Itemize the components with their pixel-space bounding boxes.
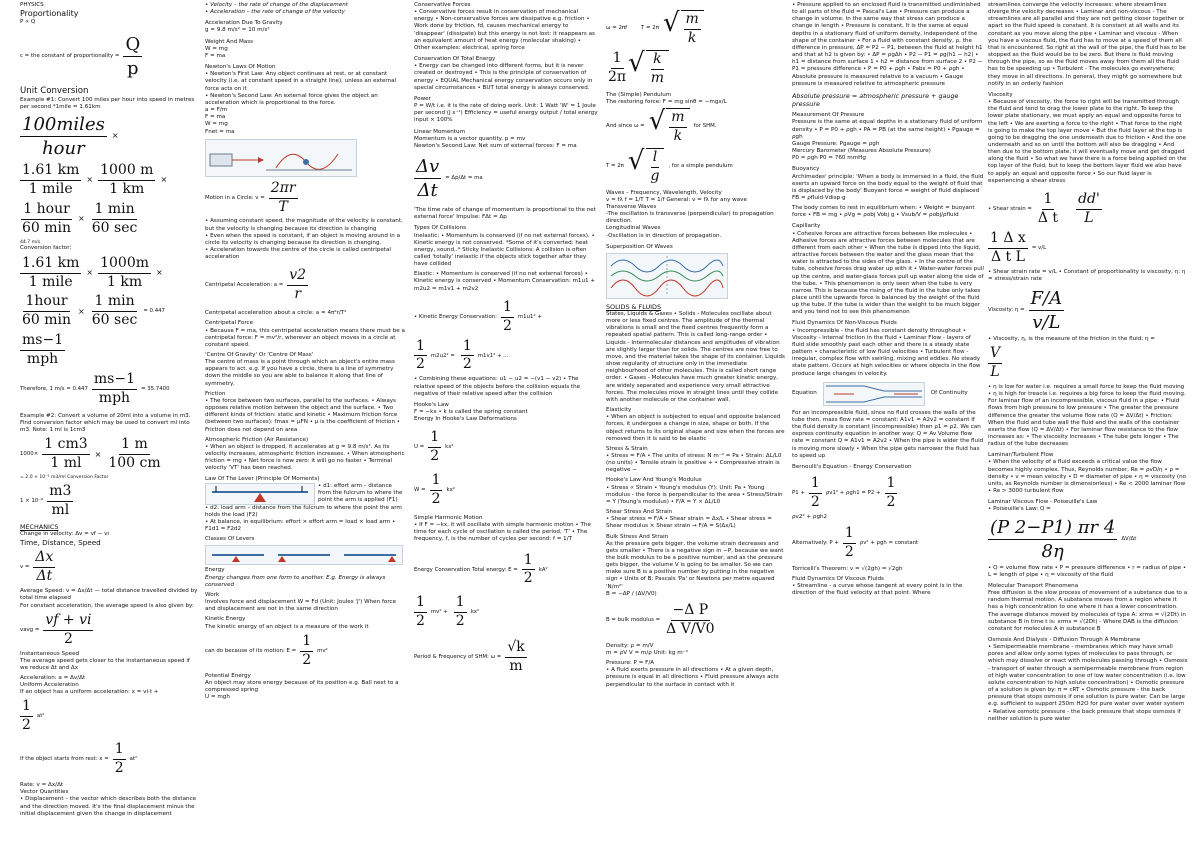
shm-text: • If F = −kx, it will oscillate with simple harmonic motion • The time for each cycle of oscillation is called the period, 'T' • The frequency, f, is the number of cycles per second: f = 1/T xyxy=(414,522,591,543)
sqrt: √ $\frac{l}{g}$ xyxy=(628,148,665,186)
measurement-pressure-text: Pressure is the same at equal depths in a stationary fluid of uniform density • P = P0 + ρgh • PA = PB (at the same height) • Pgauge = ρgh xyxy=(792,119,983,140)
viscosity-text-4: • η is low for water i.e. requires a small force to keep the fluid moving • η is high for treacle i.e. requires a big force to keep the fluid moving. For laminar flow of an incompressible, viscous fluid in a pipe: • Fluid flows from high pressure to low pressure • The greater the pressure difference the greater the volume flow rate (Q = ΔV/Δt) • Friction: When the fluid and tube wall the fluid and the walls of the container exerts the flow (Q = ΔV/Δt) • For laminar flow resistance to the flow increases as: • The viscosity increases • The tube gets longer • The radius of the tube decreases xyxy=(988,383,1186,448)
superposition-heading: Superposition Of Waves xyxy=(606,243,673,250)
conversion-row-3: $\frac{\text{1 hour}}{60 \min}$ × $\frac{1 \min}{60 \sec}$ xyxy=(22,200,138,236)
acceleration-line: Acceleration: a = Δv/Δt xyxy=(20,674,86,681)
fraction: $\frac{\text{100miles}}{\text{hour}}$ xyxy=(22,113,105,159)
continuity-diagram xyxy=(823,382,925,406)
elasticity-heading: Elasticity xyxy=(606,407,632,414)
column-4 xyxy=(606,2,786,842)
power-text: P = W/t i.e. it is the rate of doing work. Unit: 1 Watt 'W' = 1 Joule per second (J s⁻¹) Efficiency = useful energy output / total energy input × 100% xyxy=(414,103,598,124)
fraction: $\frac{\Delta x}{\Delta t}$ xyxy=(35,549,54,585)
acceleration-def: • Acceleration – the rate of change of the velocity xyxy=(205,9,345,16)
newton-second-law: Newton's Second Law: Net sum of external forces: F = ma xyxy=(414,142,577,149)
centripetal-force-text: • Because F = ma, this centripetal acceleration means there must be a centripetal force: F = mv²/r, wherever an object moves in a circle at constant speed. xyxy=(205,327,405,348)
collisions-heading: Types Of Collisions xyxy=(414,225,467,232)
linear-momentum-heading: Linear Momentum xyxy=(414,128,466,135)
lever-heading: Law Of The Lever (Principle Of Moments) xyxy=(205,475,320,482)
viscous-text: • Streamline - a curve whose tangent at every point is in the direction of the fluid velocity at that point. Where xyxy=(792,583,963,597)
viscous-heading: Fluid Dynamics Of Viscous Fluids xyxy=(792,575,884,582)
gravity-text: g = 9.8 m/s² ≈ 10 m/s² xyxy=(205,27,270,34)
therefore-row: Therefore, 1 m/s = 0.447 $\frac{ms-1}{\text{mph}}$ = 35.7400 xyxy=(20,371,170,406)
lever-classes-diagram xyxy=(205,545,403,565)
newton-diagram xyxy=(205,139,357,177)
column-3 xyxy=(414,2,598,842)
newton-first: • Newton's First Law: Any object continues at rest, or at constant velocity (i.e. at constant speed in a straight line), unless an external force acts on it xyxy=(205,71,397,92)
poiseuille-eq: $\frac{(P 2-P1) \pi r 4}{8\eta}$ ΔV/Δt xyxy=(990,516,1137,562)
mechanics-heading: MECHANICS xyxy=(20,522,59,531)
volume-row: 1000× $\frac{1 cm3}{1 ml}$ × $\frac{1 m}{100 cm}$ xyxy=(20,436,161,472)
bernoulli-tail: ρv2² + ρgh2 xyxy=(792,513,828,520)
column-6 xyxy=(988,2,1188,842)
hookes-energy-eq-1: U = $\frac{1}{2}$ kx² xyxy=(414,429,454,465)
fraction: $\frac{1}{2}$ xyxy=(416,337,425,373)
sqrt: √ $\frac{k}{m}$ xyxy=(628,50,669,88)
waves-text: v = fλ f = 1/T T = 1/f General: v = fλ for any wave xyxy=(606,196,747,203)
linear-momentum-text: Momentum is a vector quantity. p = mv xyxy=(414,135,526,142)
fraction: $\frac{1}{2\pi}$ xyxy=(608,50,627,86)
shear-heading: Shear Stress And Strain xyxy=(606,509,673,516)
column-1 xyxy=(20,2,198,842)
fraction: $\frac{k}{m}$ xyxy=(650,50,664,86)
fraction: $\frac{\text{1 Δ x}}{\text{Δ t L}}$ xyxy=(990,229,1026,265)
time-distance-speed-heading: Time, Distance, Speed xyxy=(20,538,101,548)
mercury-barometer-text: P0 = ρgh P0 = 760 mmHg xyxy=(792,155,866,162)
continuity-block xyxy=(792,382,984,406)
air-resistance-heading: Atmospheric Friction (Air Resistance) xyxy=(205,436,309,443)
bulk-text-2: B = −ΔP / (ΔV/V0) xyxy=(606,590,657,597)
momentum-equation: $\frac{\Delta v}{\Delta t}$ = Δp/Δt = ma xyxy=(416,155,483,201)
capillarity-heading: Capillarity xyxy=(792,223,821,230)
lever-classes-drawing xyxy=(206,546,402,564)
force-eq: F = ma xyxy=(205,52,226,59)
fraction: $\frac{1000m}{1 km}$ xyxy=(100,254,149,290)
waves-heading: Waves – Frequency, Wavelength, Velocity xyxy=(606,189,722,196)
stress-strain-text: • Stress = F/A • The units of stress: N m⁻² = Pa • Strain: ΔL/L0 (no units) • Tensile strain is positive + • Compressive strain is negative − xyxy=(606,452,782,474)
pendulum-heading: The (Simple) Pendulum xyxy=(606,91,672,98)
elasticity-text: • When an object is subjected to equal and opposite balanced forces, it undergoes a change in size, shape or both. If the object returns to its original shape and size when the forces are removed then it is said to be elastic xyxy=(606,414,785,442)
work-text: Involves force and displacement W = Fd (Unit: Joules 'J') When force and displacement are not in the same direction xyxy=(205,599,397,613)
fraction: $\frac{1 cm3}{1 ml}$ xyxy=(44,436,88,472)
laminar-turbulent-heading: Laminar/Turbulent Flow xyxy=(988,452,1054,459)
fraction: $\frac{1}{2}$ xyxy=(114,741,124,777)
proportionality-relation: P ∝ Q xyxy=(20,19,36,26)
example-2-text: Example #2: Convert a volume of 20ml into a volume in m3. Find conversion factor which may be used to convert ml into m3. Note: 1 ml is 1cm3 xyxy=(20,412,191,434)
average-speed: Average Speed: v = Δx/Δt — total distance travelled divided by total time elapsed xyxy=(20,588,198,602)
potential-energy-heading: Potential Energy xyxy=(205,672,251,679)
continuity-text: For an incompressible fluid, since no fluid crosses the walls of the tube then, mass flow rate = constant: A1v1 = A2v2 = constant If the fluid density is constant (incompressible) then ρ1 = ρ2. We can express continuity equation in another way: Q = Av Volume flow rate = constant Q = A1v1 = A2v2 • When the pipe is wider the fluid is moving more slowly • When the pipe gets narrower the fluid has to speed up xyxy=(792,409,984,459)
weight-eq: W = mg xyxy=(205,45,228,52)
density-heading: Density: ρ = m/V xyxy=(606,642,654,649)
work-heading: Work xyxy=(205,591,220,598)
instantaneous-heading: Instantaneous Speed xyxy=(20,650,80,657)
viscosity-text-2: • Shear strain rate = v/L • Constant of proportionality is viscosity, η: η = stress/strain rate xyxy=(988,268,1186,282)
fraction: $\frac{1 m}{100 cm}$ xyxy=(108,436,161,472)
pressure-heading: Pressure: P = F/A xyxy=(606,660,655,667)
fraction: $\frac{dd'}{L}$ xyxy=(1078,190,1100,226)
column-2 xyxy=(205,2,405,842)
viscosity-text-3: • Viscosity, η, is the measure of the friction in the fluid: η = xyxy=(988,335,1155,342)
circle-motion-equation: Motion in a Circle: v = $\frac{2\pi r}{T}$ xyxy=(205,179,296,215)
volume-factor-row: 1 × 10⁻⁶ $\frac{m3}{ml}$ xyxy=(20,483,72,518)
shm-energy-eq-2: $\frac{1}{2}$ mv² + $\frac{1}{2}$ kx² xyxy=(416,594,480,630)
shm-heading: Simple Harmonic Motion xyxy=(414,514,483,521)
torricelli: Torricelli's Theorem: v = √(2gh) = √2gh xyxy=(792,565,903,572)
circle-text-1: • Assuming constant speed, the magnitude of the velocity is constant, but the velocity is changing because its direction is changing xyxy=(205,218,403,232)
centre-gravity-heading: 'Centre Of Gravity' Or 'Centre Of Mass' xyxy=(205,352,314,358)
momentum-text: 'The time rate of change of momentum is proportional to the net external force' Impulse: FΔt = Δp xyxy=(414,207,596,221)
instantaneous-text: The average speed gets closer to the instantaneous speed if we reduce Δt and Δx xyxy=(20,657,190,671)
shm-period-eq: Period & Frequency of SHM: ω = $\frac{√k}{m}$ xyxy=(414,639,525,675)
shm-energy-eq-1: Energy Conservation Total energy: E = $\frac{1}{2}$ kA² xyxy=(414,551,548,587)
shear-text: • Shear stress = F/A • Shear strain = Δx/L • Shear stress = Shear modulus × Shear strain → F/A = S(Δx/L) xyxy=(606,516,772,530)
viscosity-eq-2 xyxy=(988,345,1188,382)
fraction: $\frac{2\pi r}{T}$ xyxy=(270,179,296,215)
friction-heading: Friction xyxy=(205,390,226,397)
longitudinal-text: -Oscillation is in direction of propagation. xyxy=(606,232,722,239)
sqrt: √ $\frac{m}{k}$ xyxy=(649,108,690,146)
transverse-text: -The oscillation is transverse (perpendicular) to propagation direction. xyxy=(606,211,774,225)
newton-eq-3: W = mg xyxy=(205,121,228,128)
continuity-label: Equation xyxy=(792,390,817,397)
transverse-heading: Transverse Waves xyxy=(606,203,657,210)
stress-strain-heading: Stress & Strain xyxy=(606,445,648,452)
fraction: $\frac{F/A}{v/L}$ xyxy=(1030,287,1063,333)
result-1: 44.7 m/s xyxy=(20,239,41,245)
fraction: $\frac{√k}{m}$ xyxy=(507,639,525,675)
friction-text: • The force between two surfaces, parallel to the surfaces. • Always opposes relative motion between the object and the surface. • Two different kinds of friction: static and kinetic • Maximum friction force (between two surfaces): fmax = μFN • μ is the coefficient of friction • Friction does not depend on area xyxy=(205,397,401,433)
column-5 xyxy=(792,2,984,842)
constant-equation xyxy=(20,33,198,80)
uniform-acc-equation: $\frac{1}{2}$ at² xyxy=(22,698,45,734)
bernoulli-heading: Bernoulli's Equation - Energy Conservation xyxy=(792,463,912,470)
fraction: $\frac{1}{2}$ xyxy=(810,474,820,510)
collisions-text: Inelastic: • Momentum is conserved (if no net external forces). • Kinetic energy is not conserved. *Some of it's converted: heat energy, sound..* Sticky Inelastic Collisions: A collision is often called 'totally' inelastic if the objects stick together after they have collided xyxy=(414,232,595,268)
conservation-energy-text: • Energy can be changed into different forms, but it is never created or destroyed • This is the principle of conservation of energy • EQUAL Mechanical energy conservation occurs only in special circumstances • BUT total energy is always conserved. xyxy=(414,63,593,91)
conservative-forces-text: • Conservative forces result in conservation of mechanical energy • Non-conservative forces are dissipative e.g. friction • Work done by friction, fd, causes mechanical energy to 'disappear' (dissipate) but this energy is not lost: it reappears as an equivalent amount of heat energy (molecular shaking) • Other examples: electrical, spring force xyxy=(414,9,595,51)
fraction: $\frac{1}{2}$ xyxy=(523,551,533,587)
unit-conversion-heading: Unit Conversion xyxy=(20,85,89,96)
circle-text-3: • Acceleration towards the centre of the circle is called centripetal acceleration xyxy=(205,247,391,261)
fraction: $\frac{ms-1}{\text{mph}}$ xyxy=(93,371,135,406)
elastic-text: Elastic: • Momentum is conserved (if no net external forces) • Kinetic energy is conserved • Momentum Conservation: m1u1 + m2u2 = m1v1 + m2v2 xyxy=(414,271,596,292)
constant-fraction: $\frac{Q}{p}$ xyxy=(125,33,141,79)
laminar-turbulent-text: • When the velocity of a fluid exceeds a critical value the flow becomes highly complex. Thus, Reynolds number, Re = ρvD/η • ρ = density • v = mean velocity • D = diameter of pipe • η = viscosity (no units, as Reynolds number is dimensionless) • Re < 2000 laminar flow • Re > 3000 turbulent flow xyxy=(988,459,1187,495)
hookes-law-text: F = −kx • k is called the spring constant xyxy=(414,409,528,415)
poiseuille-text: • Poiseuille's Law: Q = xyxy=(988,506,1051,513)
newton-eq-4: Fnet = ma xyxy=(205,128,235,135)
lever-classes-heading: Classes Of Levers xyxy=(205,536,255,543)
frequency-equation xyxy=(606,47,786,88)
mercury-barometer-heading: Mercury Barometer (Measures Absolute Pressure) xyxy=(792,148,931,155)
viscosity-text: • Because of viscosity, the force to right will be transmitted through the fluid and tend to drag the lower plate to the right. To keep the lower plate stationary, we must apply an equal and opposite force to the left • We are exerting a force to the right • That force to the right is going to make the top layer move • But the fluid layer at the top is going to be dragging the one underneath due to friction • And the one underneath and so on until the bottom will also be dragging • And then due to the bottom plate, it will eventually move and get dragged along the fluid • So what we have there is a force being applied on the top layer of the fluid, but to keep the bottom layer fluid we also have to apply an equal and opposite force • So our fluid layer is experiencing a shear stress xyxy=(988,99,1187,184)
bulk-heading: Bulk Stress And Strain xyxy=(606,533,669,540)
buoyancy-heading: Buoyancy xyxy=(792,166,820,173)
conversion-row-2: $\frac{1.61 km}{\text{1 mile}}$ × $\frac{1000 m}{1 km}$ × xyxy=(22,161,168,197)
energy-text: Energy changes from one form to another. E.g. Energy is always conserved xyxy=(205,574,386,588)
fraction: $\frac{1}{2}$ xyxy=(22,698,31,734)
velocity-def: • Velocity – the rate of change of the displacement xyxy=(205,2,348,8)
poiseuille-heading: Laminar Viscous Flow - Poiseuille's Law xyxy=(988,499,1098,506)
fraction: $\frac{ms-1}{\text{mph}}$ xyxy=(22,332,64,368)
equilibrium-text: The body comes to rest in equilibrium when: • Weight = buoyant force • FB = mg • ρVg = ρobj Vobj g • Vsub/V = ρobj/ρfluid xyxy=(792,205,975,219)
kinetic-energy-text: The kinetic energy of an object is a measure of the work it xyxy=(205,623,369,630)
pascal-text: • Pressure applied to an enclosed fluid is transmitted undiminished to all parts of the fluid = Pascal's Law • Pressure can produce a change in volume: In the same way that stress can produce a change in length • Pressure is constant, It is the same at equal depths in a stationary fluid of uniform density, independent of the shape of the container • For a fluid with constant density, ρ, the difference in pressure, ΔP = P2 − P1, between the fluid at height h1 and that at h2 is given by: • ΔP = ρgΔh • P2 − P1 = ρg(h1 − h2) • h1 = distance from surface 1 • h2 = distance from surface 2 • P2 − P1 = pressure difference • P = P0 + ρgh • Pabs = P0 + ρgh • Absolute pressure is measured relative to a vacuum • Gauge pressure is measured relative to atmospheric pressure xyxy=(792,2,983,87)
lever-drawing xyxy=(206,484,314,504)
viscosity-eq: Viscosity: η = $\frac{F/A}{v/L}$ xyxy=(988,287,1063,333)
example-1-text: Example #1: Convert 100 miles per hour into speed in metres per second *1mile = 1.61km xyxy=(20,96,195,110)
vavg-equation: vavg = $\frac{vf + vi}{2}$ xyxy=(20,611,92,647)
fraction: $\frac{\text{1hour}}{60 \min}$ xyxy=(22,293,72,329)
uniform-acc-text: If an object has a uniform acceleration: x = vi·t + xyxy=(20,689,159,696)
fraction: $\frac{\Delta v}{\Delta t}$ xyxy=(416,155,440,201)
conversion-row-1: $\frac{\text{100miles}}{\text{hour}}$ × xyxy=(22,113,119,159)
fraction: $\frac{1}{2}$ xyxy=(430,429,440,465)
power-heading: Power xyxy=(414,95,431,102)
vector-quantities-text: • Displacement – the vector which describes both the distance and the direction moved. It's the final displacement minus the initial displacement given the change in displacement xyxy=(20,796,197,817)
fraction: $\frac{v2}{r}$ xyxy=(289,267,307,303)
osmosis-text: • Semipermeable membrane - membranes which may have small pores and allow only some types of molecules to pass through, or which may dissolve or react with molecules passing through • Osmosis - transport of water through a semipermeable membrane from region of high water concentration to one of low water concentration (i.e. low solute concentration to high solute concentration) • Osmotic pressure of a solution is given by: π = cRT • Osmotic pressure - the back pressure that stops osmosis if one solution is pure water. Can be large e.g. sufficient to support 250m H2O for pure water over water system • Relative osmotic pressure - the back pressure that stops osmosis if neither solution is pure water xyxy=(988,644,1188,722)
fraction: $\frac{\text{1 hour}}{60 \min}$ xyxy=(22,200,72,236)
factor-row-2: $\frac{\text{1hour}}{60 \min}$ × $\frac{1 \min}{60 \sec}$ = 0.447 xyxy=(22,293,165,329)
air-resistance-text: • When an object is dropped, it accelerates at g = 9.8 m/s². As its velocity increases, atmospheric friction increases. • When atmospheric friction = mg • Net force is now zero: it will go no faster • Terminal velocity 'VT' has been reached. xyxy=(205,443,405,472)
superposition-drawing xyxy=(607,254,727,298)
gauge-pressure: Gauge Pressure: Pgauge = ρgh xyxy=(792,140,880,147)
fraction: $\frac{1}{2}$ xyxy=(431,472,441,508)
fraction: $\frac{1}{2}$ xyxy=(302,632,312,668)
weight-mass-heading: Weight And Mass xyxy=(205,38,254,45)
osmosis-heading: Osmosis And Dialysis - Diffusion Through A Membrane xyxy=(988,637,1141,643)
fraction: $\frac{m3}{ml}$ xyxy=(49,483,72,518)
centre-gravity-text: The centre of mass is a point through which an object's entire mass appears to act. e.g. If you have a circle, there is a line of symmetry down the middle so you are able to balance it along that line of symmetry. xyxy=(205,359,395,387)
sheet-title: PHYSICS xyxy=(20,2,44,8)
gravity-heading: Acceleration Due To Gravity xyxy=(205,20,283,27)
pendulum-text: The restoring force: F = mg sinθ = −mgx/L xyxy=(606,98,727,105)
fraction: $\frac{m}{k}$ xyxy=(671,108,685,144)
fraction: $\frac{l}{g}$ xyxy=(650,148,660,184)
potential-energy-text: An object may store energy because of its position e.g. Ball next to a compressed spring xyxy=(205,679,399,693)
rest-equation: If the object starts from rest: x = $\frac{1}{2}$ at² xyxy=(20,741,138,777)
continuity-tail: Of Continuity xyxy=(930,390,968,397)
conservation-energy-heading: Conservation Of Total Energy xyxy=(414,56,496,63)
youngs-modulus-heading: Hooke's Law And Young's Modulus xyxy=(606,477,702,484)
lever-text-3: • At balance, in equilibrium: effort × effort arm = load × load arm • F1d1 = F2d2 xyxy=(205,518,396,533)
fraction: $\frac{1000 m}{1 km}$ xyxy=(100,161,154,197)
pendulum-omega-eq: And since ω = √ $\frac{m}{k}$ for SHM. xyxy=(606,105,717,144)
fraction: $\frac{m}{k}$ xyxy=(685,11,699,46)
volume-result: = 2.0 × 10⁻⁵ m3/ml Conversion Factor xyxy=(20,475,109,481)
uniform-acc-heading: Uniform Acceleration xyxy=(20,682,79,689)
omega-equation: ω = 2πf T = 2π √ $\frac{m}{k}$ xyxy=(606,10,786,48)
shear-strain-eq: • Shear strain = $\frac{1}{\text{Δ t}}$ $\frac{dd'}{L}$ xyxy=(988,190,1100,226)
conversion-factor-label: Conversion factor: xyxy=(20,245,72,252)
kinetic-energy-heading: Kinetic Energy xyxy=(205,616,246,623)
fraction: $\frac{V}{L}$ xyxy=(990,345,1001,380)
fraction: $\frac{1}{\text{Δ t}}$ xyxy=(1037,190,1059,226)
molecular-transport-heading: Molecular Transport Phenomena xyxy=(988,582,1079,589)
centripetal-text: Centripetal acceleration about a circle: a = 4π²r/T² xyxy=(205,310,347,317)
lever-block xyxy=(205,483,405,505)
non-viscous-heading: Fluid Dynamics Of Non-Viscous Fluids xyxy=(792,320,897,327)
fraction: $\frac{(P 2-P1) \pi r 4}{8\eta}$ xyxy=(990,516,1116,562)
fraction: $\frac{1 \min}{60 \sec}$ xyxy=(91,200,138,236)
newton-eq-1: a = F/m xyxy=(205,107,228,114)
pressure-text: • A fluid exerts pressure in all directions • At a given depth, pressure is equal in all directions • Fluid pressure always acts perpendicular to the surface in contact with it xyxy=(606,667,779,688)
newton-eq-2: F = ma xyxy=(205,114,226,121)
vector-quantities-heading: Vector Quantities xyxy=(20,789,69,796)
fraction: $\frac{1.61 km}{\text{1 mile}}$ xyxy=(22,161,80,197)
hookes-energy-heading: Energy In Hooke's Law Deformations xyxy=(414,416,517,423)
fraction: $\frac{1}{2}$ xyxy=(416,594,425,630)
bernoulli-eq: P1 + $\frac{1}{2}$ ρv1² + ρgh1 = P2 + $\frac{1}{2}$ xyxy=(792,474,896,510)
sqrt: √ $\frac{m}{k}$ xyxy=(663,10,704,48)
lever-diagram xyxy=(205,483,315,505)
newton-heading: Newton's Laws Of Motion xyxy=(205,64,276,71)
non-viscous-text: • Incompressible - the fluid has constant density throughout • Viscosity - internal friction in the fluid • Laminar Flow - layers of fluid slide smoothly past each other and there is a steady state pattern • characteristic of low fluid velocities • Turbulent flow - irregular, complex flow with swirling, mixing and eddies. No steady state pattern. Occurs at high velocities or where objects in the flow produce large changes in velocity. xyxy=(792,327,981,377)
absolute-pressure-eq: Absolute pressure = atmospheric pressure + gauge pressure xyxy=(792,91,959,109)
buoyancy-text: Archimedes' principle: 'When a body is immersed in a fluid, the fluid exerts an upward force on the body equal to the weight of fluid that is displaced by the body' Buoyant force = weight of fluid displaced FB = ρfluid·Vdisp·g xyxy=(792,173,984,201)
fraction: $\frac{1}{2}$ xyxy=(462,337,472,373)
hookes-energy-eq-2: W = $\frac{1}{2}$ kx² xyxy=(414,472,455,508)
ke-conservation-1: • Kinetic Energy Conservation: $\frac{1}{2}$ m1u1² + xyxy=(414,298,542,334)
fraction: $\frac{1}{2}$ xyxy=(886,474,896,510)
rate-line: Rate: v = Δx/Δt xyxy=(20,782,64,789)
streamline-text: streamlines converge the velocity increases: where streamlines diverge the velocity decreases • Laminar and non-viscous - The streamlines are all parallel and they are not getting closer together or apart so the fluid speed is constant. It is constant at all walls and its constant as you move along the pipe • Laminar and viscous - When you have a viscous fluid, the fluid has to move at a speed of them all that is encountered. So right at the wall of the pipe, the fluid has to be stopped as the fluid would be to be zero. But there is fluid moving through the pipe, so as the fluid moves away from them all the fluid has to be speeding up • Turbulent - The molecules go everywhere; they move in all directions. In general, they might go somewhere but notify in an orderly fashion xyxy=(988,2,1186,87)
potential-energy-eq: U = mgh xyxy=(205,693,230,700)
velocity-change: Change in velocity: Δv = vf − vi xyxy=(20,531,109,538)
solids-fluids-heading: SOLIDS & FLUIDS xyxy=(606,302,662,311)
fraction: $\frac{vf + vi}{2}$ xyxy=(45,611,92,647)
fraction: $\frac{1 \min}{60 \sec}$ xyxy=(91,293,138,329)
lever-text-1: • d1: effort arm – distance from the fulcrum to where the point the arm is applied (F1) xyxy=(318,482,403,503)
fraction: $\frac{1.61 km}{\text{1 mile}}$ xyxy=(22,254,80,290)
speed-equation: v = $\frac{\Delta x}{\Delta t}$ xyxy=(20,549,54,585)
hookes-law-heading: Hooke's Law xyxy=(414,401,449,408)
fraction: $\frac{1}{2}$ xyxy=(455,594,465,630)
fraction: $\frac{\text{−Δ P}}{\text{Δ V/V0}}$ xyxy=(666,601,715,637)
shear-strain-rate-eq: $\frac{\text{1 Δ x}}{\text{Δ t L}}$ = v/L xyxy=(990,229,1047,265)
proportionality-heading: Proportionality xyxy=(20,9,79,19)
molecular-transport-text: Free diffusion is the slow process of movement of a substance due to a random thermal motion. A substance moves from a region where it has a high concentration to one where it has a lower concentration. The average distance moved by molecules of type A: xrms = √(2Dt) in substance B in time t is: xrms = √(2Dt) - Where DAB is the diffusion constant for molecules A in substance B xyxy=(988,590,1188,632)
poiseuille-vars: • Q = volume flow rate • P = pressure difference • r = radius of pipe • L = length of pipe • η = viscosity of the fluid xyxy=(988,564,1187,578)
bulk-modulus-eq: B = bulk modulus = $\frac{\text{−Δ P}}{\text{Δ V/V0}}$ xyxy=(606,601,715,637)
density-text: m = ρV V = m/ρ Unit: kg m⁻³ xyxy=(606,649,688,656)
factor-row-3 xyxy=(20,332,198,369)
combining-text: • Combining these equations: u1 − u2 = −(v1 − v2) • The relative speed of the objects before the collision equals the negative of their relative speed after the collision xyxy=(414,376,581,397)
newton-second: • Newton's Second Law: An external force gives the object an acceleration which is proportional to the force. xyxy=(205,92,378,106)
ke-conservation-2: $\frac{1}{2}$ m2u2² = $\frac{1}{2}$ m1v1² + ... xyxy=(416,337,509,373)
circle-text-2: • Even when the speed is constant, if an object is moving around in a circle its velocity is changing because its direction is changing. xyxy=(205,232,401,246)
viscosity-heading: Viscosity xyxy=(988,91,1013,98)
average-speed-2: For constant acceleration, the average speed is also given by: xyxy=(20,602,194,609)
centripetal-force-heading: Centripetal Force xyxy=(205,320,254,327)
conservative-forces-heading: Conservative Forces xyxy=(414,2,471,8)
fraction: $\frac{1}{2}$ xyxy=(503,298,512,334)
superposition-diagram xyxy=(606,253,728,299)
pendulum-period-eq: T = 2π √ $\frac{l}{g}$ , for a simple pendulum xyxy=(606,145,733,184)
fraction: $\frac{1}{2}$ xyxy=(844,524,854,560)
solids-fluids-text: States, Liquids & Gases • Solids - Molecules oscillate about more or less fixed centres. The amplitude of the thermal vibrations is small and the fixed centres frequently form a repeated spatial pattern. This is called long-range order • Liquids - Intermolecular distances and amplitudes of vibration are slightly larger than for solids. The centres are now free to move, and the material takes the shape of its container. Liquids show regularity of structure only in the immediate neighbourhood of other molecules. This is called short range order. • Gases - Molecules have much greater kinetic energy, are widely separated and experience very small attractive forces. The molecules move in straight lines until they collide with another molecule or the container wall. xyxy=(606,311,785,403)
measurement-pressure-heading: Measurement Of Pressure xyxy=(792,112,865,119)
energy-heading: Energy xyxy=(205,567,225,574)
bulk-text: As the pressure gets bigger, the volume strain decreases and gets smaller • There is a negative sign in −P, because we want the bulk modulus to be a positive number, and as the pressure gets bigger, the volume V is going to be smaller. So we can make sure B is a positive number by putting in the negative sign • Units of B: Pascals 'Pa' or Newtons per metre squared 'N/m²' xyxy=(606,540,784,590)
constant-label: c = the constant of proportionality = xyxy=(20,52,120,59)
factor-row-1: $\frac{1.61 km}{\text{1 mile}}$ × $\frac{1000m}{1 km}$ × xyxy=(22,254,163,290)
youngs-modulus-text: • Stress ∝ Strain • Young's modulus (Y): Unit: Pa • Young modulus - the force is perpendicular to the area • Stress/Strain = Y (Young's modulus) • F/A = Y × ΔL/L0 xyxy=(606,484,783,505)
continuity-drawing xyxy=(824,383,924,405)
bernoulli-alt-eq: Alternatively: P + $\frac{1}{2}$ ρv² + ρgh = constant xyxy=(792,524,919,560)
kinetic-energy-equation: can do because of its motion: E = $\frac{1}{2}$ mv² xyxy=(205,632,328,668)
capillarity-text: • Cohesive forces are attractive forces between like molecules • Adhesive forces are attractive forces between molecules that are different from each other • When the tube is dipped into the liquid, attractive forces between the water and the glass mean that the water is attracted to the sides of the glass. • In the centre of the tube, cohesive forces drag water up with it • Water-water forces pull up the centre, and water-glass forces pull up water along the side of the tube. • This phenomenon is only seen when the tube is very narrow. This is because the rising of the fluid in the tube only takes place until the upwards force is balanced by the weight of the fluid up the tube. If the tube is wider than the weight to be much bigger and you tend not to see this phenomenon xyxy=(792,230,984,316)
longitudinal-heading: Longitudinal Waves xyxy=(606,225,661,232)
lever-text-2: • d2: load arm – distance from the fulcrum to where the point the arm holds the load (F2) xyxy=(205,504,402,518)
centripetal-equation: Centripetal Acceleration: a = $\frac{v2}{r}$ xyxy=(205,267,307,303)
newton-diagram-drawing xyxy=(206,140,356,176)
